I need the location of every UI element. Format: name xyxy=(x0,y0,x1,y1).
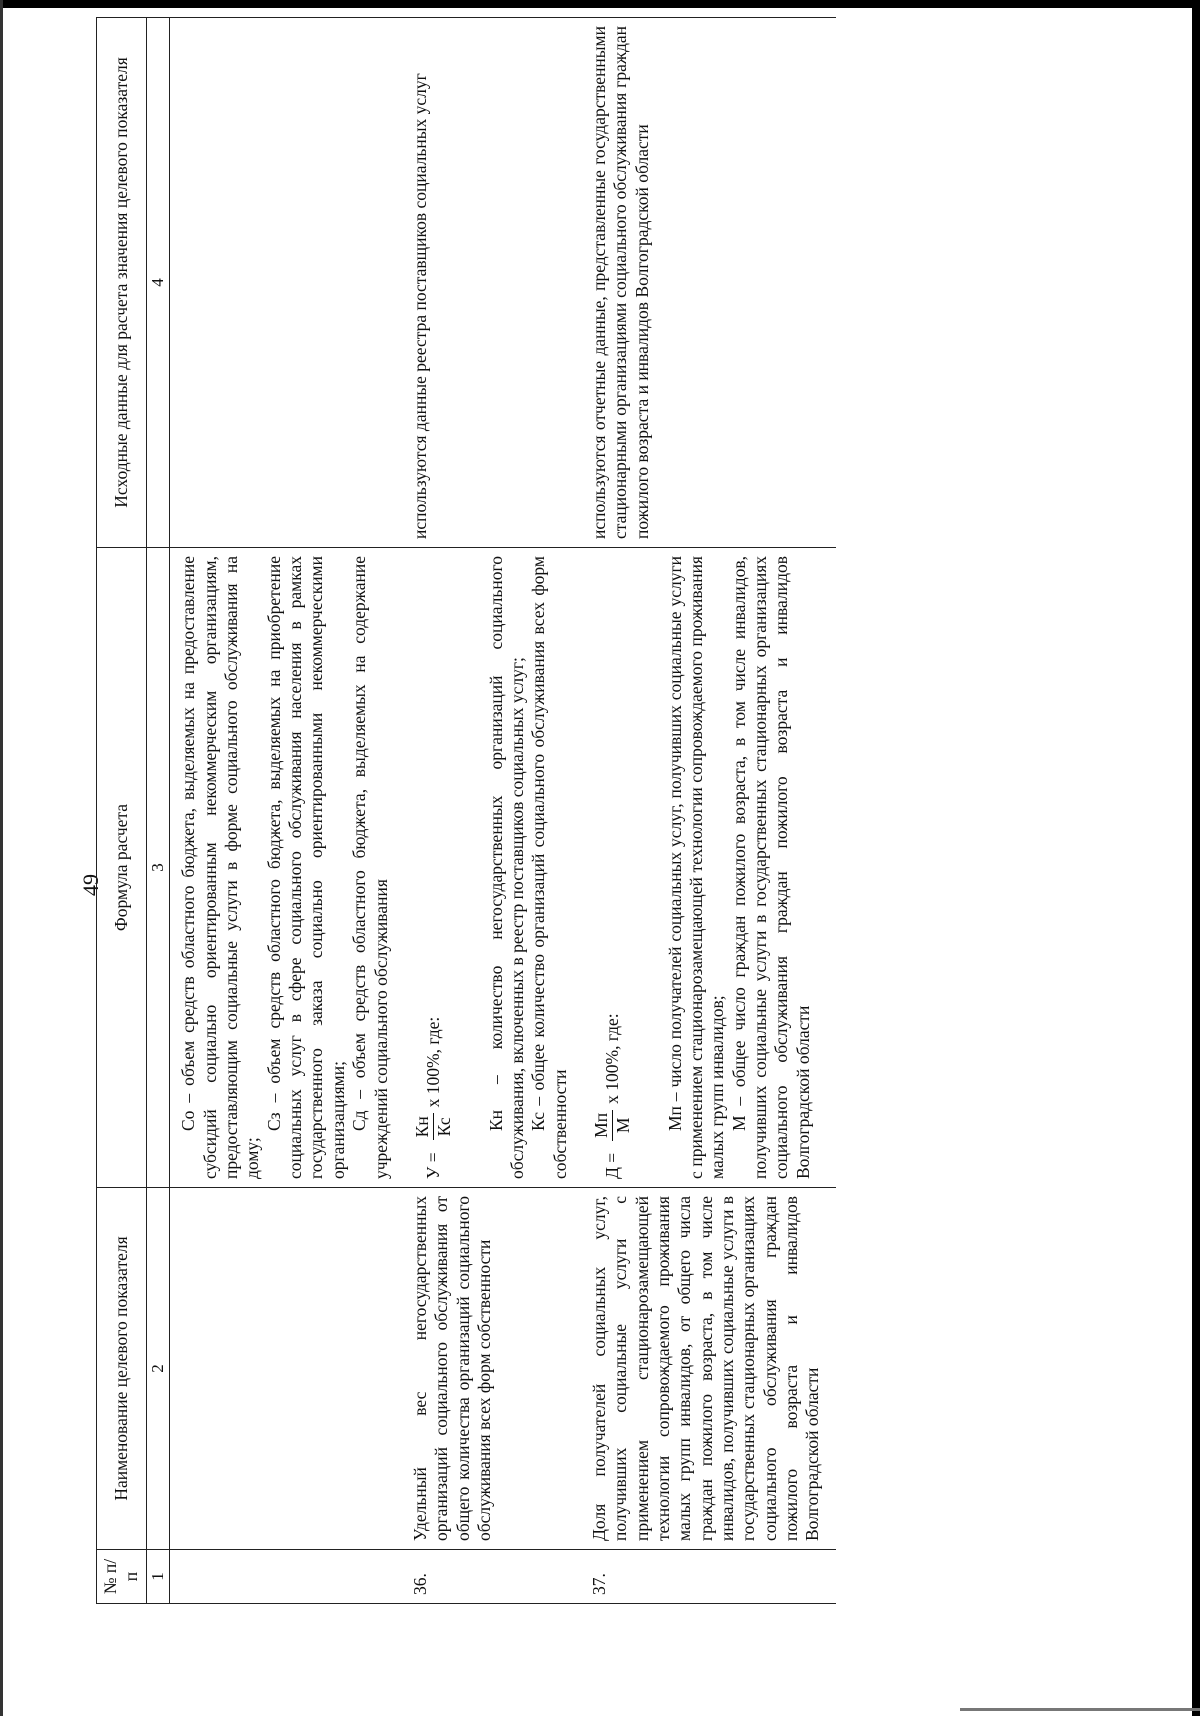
source-data-cell xyxy=(170,18,404,548)
formula-lhs: Д = xyxy=(602,1152,623,1179)
formula-cell xyxy=(404,548,583,1188)
formula-definition: Мп – число получателей социальных услуг, получивших социальные услуги с применением стационарозамещающей технологии сопровождаемого проживания малых групп инвалидов; xyxy=(664,556,728,1179)
header-number: № п/п xyxy=(97,1550,147,1604)
column-number-row xyxy=(146,18,170,1604)
column-number: 1 xyxy=(146,1550,170,1604)
source-data: используются отчетные данные, представленные государственными стационарными организациями социального обслуживания граждан пожилого возраста и инвалидов Волгоградской области xyxy=(583,18,836,548)
row-number: 36. xyxy=(404,1550,583,1604)
header-indicator-name: Наименование целевого показателя xyxy=(97,1188,147,1550)
row-number-cell xyxy=(170,1550,404,1604)
table-row-continuation xyxy=(170,18,404,1604)
column-number: 3 xyxy=(146,548,170,1188)
column-number: 4 xyxy=(146,18,170,548)
formula-lhs: У = xyxy=(423,1152,444,1179)
formula-definition: Кн – количество негосударственных организаций социального обслуживания, включенных в реестр поставщиков социальных услуг; xyxy=(485,556,527,1179)
formula-definition: Сз – объем средств областного бюджета, выделяемых на приобретение социальных услуг в сфере социального обслуживания населения в рамках государственного заказа социально ориентированными некоммерческими организациями; xyxy=(263,556,348,1179)
indicator-name-cell xyxy=(170,1188,404,1550)
formula-fraction xyxy=(412,1113,456,1140)
row-number: 37. xyxy=(583,1550,836,1604)
formula xyxy=(591,556,635,1179)
page-number: 49 xyxy=(78,874,103,896)
formula-denominator: Кс xyxy=(434,1117,455,1137)
indicator-table xyxy=(96,17,836,1604)
formula-tail: х 100%, где: xyxy=(423,1016,444,1108)
indicator-name: Удельный вес негосударственных организаций социального обслуживания от общего количества организаций социального обслуживания всех форм собственности xyxy=(404,1188,583,1550)
formula-definition: М – общее число граждан пожилого возраста, в том числе инвалидов, получивших социальные услуги в государственных стационарных организациях социального обслуживания граждан пожилого возраста и инвалидов Волгоградской области xyxy=(728,556,813,1179)
header-formula: Формула расчета xyxy=(97,548,147,1188)
column-number: 2 xyxy=(146,1188,170,1550)
formula-tail: х 100%, где: xyxy=(602,1013,623,1104)
formula-definition: Со – объем средств областного бюджета, выделяемых на предоставление субсидий социально ориентированным некоммерческим организациям, предоставляющим социальные услуги в форме социального обслуживания на дому; xyxy=(178,556,263,1179)
formula xyxy=(412,556,456,1179)
formula-cell xyxy=(583,548,836,1188)
source-data: используются данные реестра поставщиков социальных услуг xyxy=(404,18,583,548)
formula-numerator: Кн xyxy=(412,1113,434,1140)
formula-cell xyxy=(170,548,404,1188)
table-row-36 xyxy=(404,18,583,1604)
indicator-name: Доля получателей социальных услуг, получивших социальные услуги с применением стационарозамещающей технологии сопровождаемого проживания малых групп инвалидов, от общего числа граждан пожилого возраста, в том числе инвалидов, получивших социальные услуги в государственных стационарных организациях социального обслуживания граждан пожилого возраста и инвалидов Волгоградской области xyxy=(583,1188,836,1550)
table-row-37 xyxy=(583,18,836,1604)
header-source-data: Исходные данные для расчета значения целевого показателя xyxy=(97,18,147,548)
formula-definition: Кс – общее количество организаций социального обслуживания всех форм собственности xyxy=(528,556,570,1179)
formula-numerator: Мп xyxy=(591,1110,613,1141)
formula-definition: Сд – объем средств областного бюджета, выделяемых на содержание учреждений социального обслуживания xyxy=(349,556,391,1179)
table-header-row xyxy=(97,18,147,1604)
formula-fraction xyxy=(591,1110,635,1141)
formula-denominator: М xyxy=(613,1117,634,1134)
